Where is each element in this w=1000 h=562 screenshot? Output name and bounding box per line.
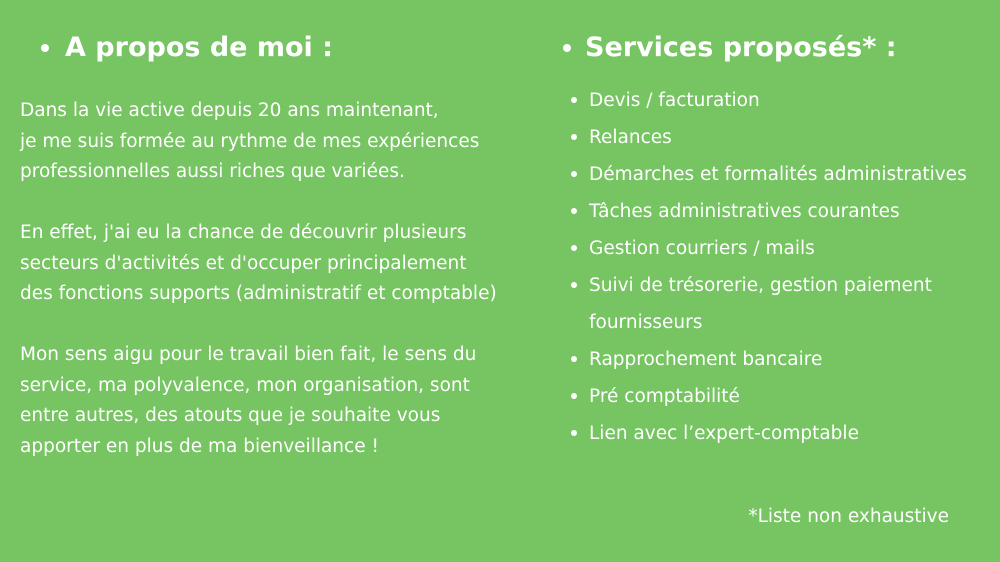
services-list xyxy=(560,82,990,452)
about-paragraph-1: Dans la vie active depuis 20 ans maintenant, je me suis formée au rythme de mes expériences professionnelles aussi riches que variées. xyxy=(20,100,480,182)
service-label: Pré comptabilité xyxy=(589,386,740,407)
service-item xyxy=(560,341,990,378)
about-title: A propos de moi : xyxy=(65,32,334,63)
service-label: Lien avec l’expert-comptable xyxy=(589,423,859,444)
service-label: Démarches et formalités administratives xyxy=(589,164,967,185)
service-label: Rapprochement bancaire xyxy=(589,349,823,370)
bullet-icon xyxy=(571,393,577,399)
bullet-icon xyxy=(571,208,577,214)
about-heading xyxy=(20,28,520,68)
bullet-icon xyxy=(571,245,577,251)
about-paragraph-3: Mon sens aigu pour le travail bien fait, le sens du service, ma polyvalence, mon organisation, sont entre autres, des atouts que je souhaite vous apporter en plus de ma bienveillance ! xyxy=(20,344,477,457)
bullet-icon xyxy=(563,44,571,52)
service-item xyxy=(560,415,990,452)
about-paragraph-2: En effet, j'ai eu la chance de découvrir plusieurs secteurs d'activités et d'occuper principalement des fonctions supports (administratif et comptable) xyxy=(20,222,497,304)
service-label: Gestion courriers / mails xyxy=(589,238,815,259)
about-section xyxy=(20,28,520,493)
services-heading xyxy=(560,28,990,68)
bullet-icon xyxy=(571,134,577,140)
about-text xyxy=(20,96,520,462)
service-item xyxy=(560,119,990,156)
footnote: *Liste non exhaustive xyxy=(748,506,949,527)
services-title: Services proposés* : xyxy=(585,32,897,63)
bullet-icon xyxy=(571,282,577,288)
bullet-icon xyxy=(571,97,577,103)
service-label: Relances xyxy=(589,127,672,148)
service-item xyxy=(560,378,990,415)
service-item xyxy=(560,82,990,119)
service-item xyxy=(560,156,990,193)
bullet-icon xyxy=(571,430,577,436)
service-label: Devis / facturation xyxy=(589,90,760,111)
service-label: Tâches administratives courantes xyxy=(589,201,900,222)
service-item xyxy=(560,230,990,267)
service-item xyxy=(560,193,990,230)
service-item xyxy=(560,267,990,341)
bullet-icon xyxy=(571,356,577,362)
service-label: Suivi de trésorerie, gestion paiement fournisseurs xyxy=(589,275,932,333)
services-section xyxy=(560,28,990,452)
bullet-icon xyxy=(571,171,577,177)
bullet-icon xyxy=(41,44,49,52)
